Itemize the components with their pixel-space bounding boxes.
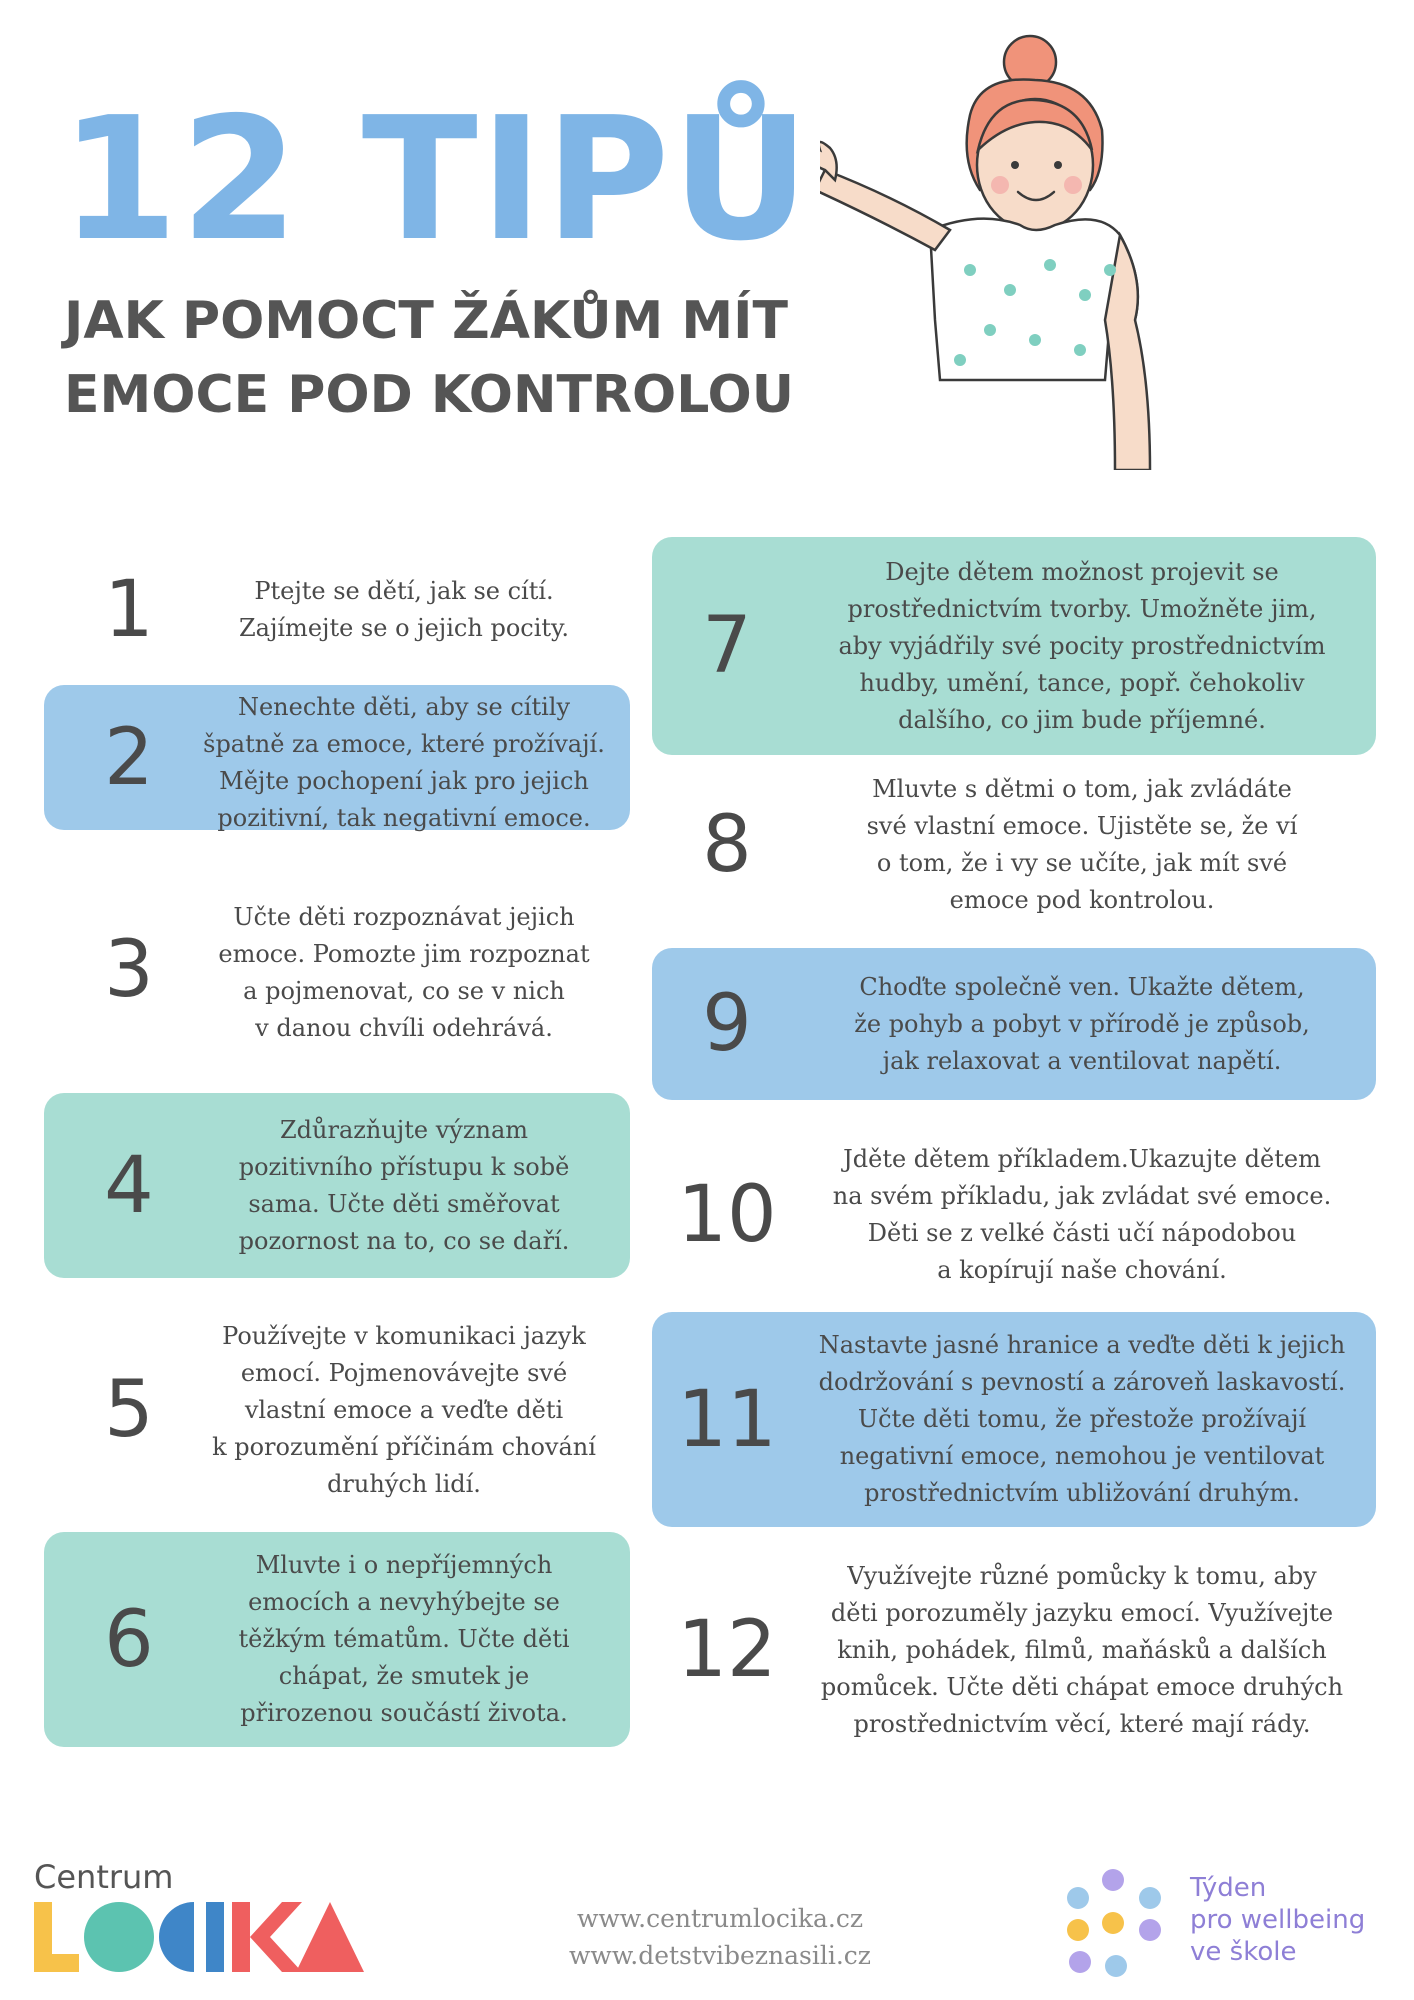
tip-text: Nenechte děti, aby se cítily špatně za emoce, které prožívají. Mějte pochopení jak pro jejich pozitivní, tak negativní emoce. — [203, 693, 605, 832]
tip-number: 1 — [104, 565, 154, 655]
tip-text: Ptejte se dětí, jak se cítí. Zajímejte se o jejich pocity. — [238, 577, 570, 642]
tip-number: 5 — [104, 1365, 154, 1455]
tip-number: 4 — [104, 1140, 154, 1231]
tip-text: Používejte v komunikaci jazyk emocí. Pojmenovávejte své vlastní emoce a veďte děti k porozumění příčinám chování druhých lidí. — [212, 1321, 596, 1498]
tip-card-9 — [652, 948, 1376, 1100]
tip-text: Mluvte i o nepříjemných emocích a nevyhýbejte se těžkým tématům. Učte děti chápat, že smutek je přirozenou součástí života. — [238, 1551, 570, 1727]
locika-logo — [34, 1902, 364, 1972]
tip-text: Choďte společně ven. Ukažte dětem, že pohyb a pobyt v přírodě je způsob, jak relaxovat a ventilovat napětí. — [854, 972, 1310, 1075]
wellbeing-dots-icon — [1058, 1868, 1178, 1978]
wellbeing-line-3: ve škole — [1190, 1937, 1297, 1967]
url-centrumlocika[interactable]: www.centrumlocika.cz — [576, 1904, 864, 1933]
tip-number: 6 — [104, 1594, 154, 1685]
tip-number: 11 — [677, 1374, 777, 1465]
tip-number: 3 — [104, 925, 154, 1015]
tip-card-1 — [44, 540, 630, 680]
tip-text: Dejte dětem možnost projevit se prostřednictvím tvorby. Umožněte jim, aby vyjádřily své pocity prostřednictvím hudby, umění, tance, popř. čehokoliv dalšího, co jim bude příjemné. — [838, 557, 1326, 734]
wellbeing-line-2: pro wellbeing — [1190, 1905, 1366, 1935]
tip-card-4 — [44, 1093, 630, 1278]
page-title: 12 TIPŮ — [60, 81, 812, 279]
tip-text: Nastavte jasné hranice a veďte děti k jejich dodržování s pevností a zároveň laskavostí. Učte děti tomu, že přestože prožívají negativní emoce, nemohou je ventilovat prostřednictvím ubližování druhým. — [818, 1331, 1346, 1507]
tip-text: Mluvte s dětmi o tom, jak zvládáte své vlastní emoce. Ujistěte se, že ví o tom, že i vy se učíte, jak mít své emoce pod kontrolou. — [866, 775, 1298, 914]
tip-card-2 — [44, 685, 630, 830]
tip-number: 9 — [702, 979, 752, 1069]
tip-card-7 — [652, 537, 1376, 755]
tip-card-6 — [44, 1532, 630, 1747]
tip-card-8 — [652, 760, 1376, 930]
tip-text: Učte děti rozpoznávat jejich emoce. Pomozte jim rozpoznat a pojmenovat, co se v nich v danou chvíli odehrává. — [218, 903, 590, 1042]
tip-text: Zdůrazňujte význam pozitivního přístupu k sobě sama. Učte děti směřovat pozornost na to, co se daří. — [238, 1115, 570, 1255]
wellbeing-week-text — [1190, 1872, 1365, 1968]
tip-number: 8 — [702, 800, 752, 890]
page-subtitle — [64, 284, 794, 432]
url-detstvibeznasili[interactable]: www.detstvibeznasili.cz — [569, 1941, 871, 1970]
tip-text: Jděte dětem příkladem.Ukazujte dětem na svém příkladu, jak zvládat své emoce. Děti se z velké části učí nápodobou a kopírují naše chování. — [832, 1145, 1332, 1284]
teacher-illustration — [820, 20, 1320, 470]
tip-number: 12 — [677, 1605, 777, 1695]
tip-text: Využívejte různé pomůcky k tomu, aby děti porozuměly jazyku emocí. Využívejte knih, pohádek, filmů, maňásků a dalších pomůcek. Učte děti chápat emoce druhých prostřednictvím věcí, které mají rády. — [820, 1561, 1344, 1738]
tip-card-11 — [652, 1312, 1376, 1527]
subtitle-line-2: EMOCE POD KONTROLOU — [64, 365, 794, 425]
subtitle-line-1: JAK POMOCT ŽÁKŮM MÍT — [64, 291, 788, 351]
tip-card-12 — [652, 1545, 1376, 1755]
tip-card-10 — [652, 1120, 1376, 1310]
tip-number: 10 — [677, 1170, 777, 1260]
footer-urls — [520, 1900, 920, 1974]
tip-card-5 — [44, 1310, 630, 1510]
tip-number: 2 — [104, 712, 154, 803]
tip-number: 7 — [702, 601, 752, 691]
tip-card-3 — [44, 895, 630, 1045]
brand-small-text: Centrum — [34, 1858, 174, 1896]
wellbeing-line-1: Týden — [1190, 1873, 1267, 1903]
